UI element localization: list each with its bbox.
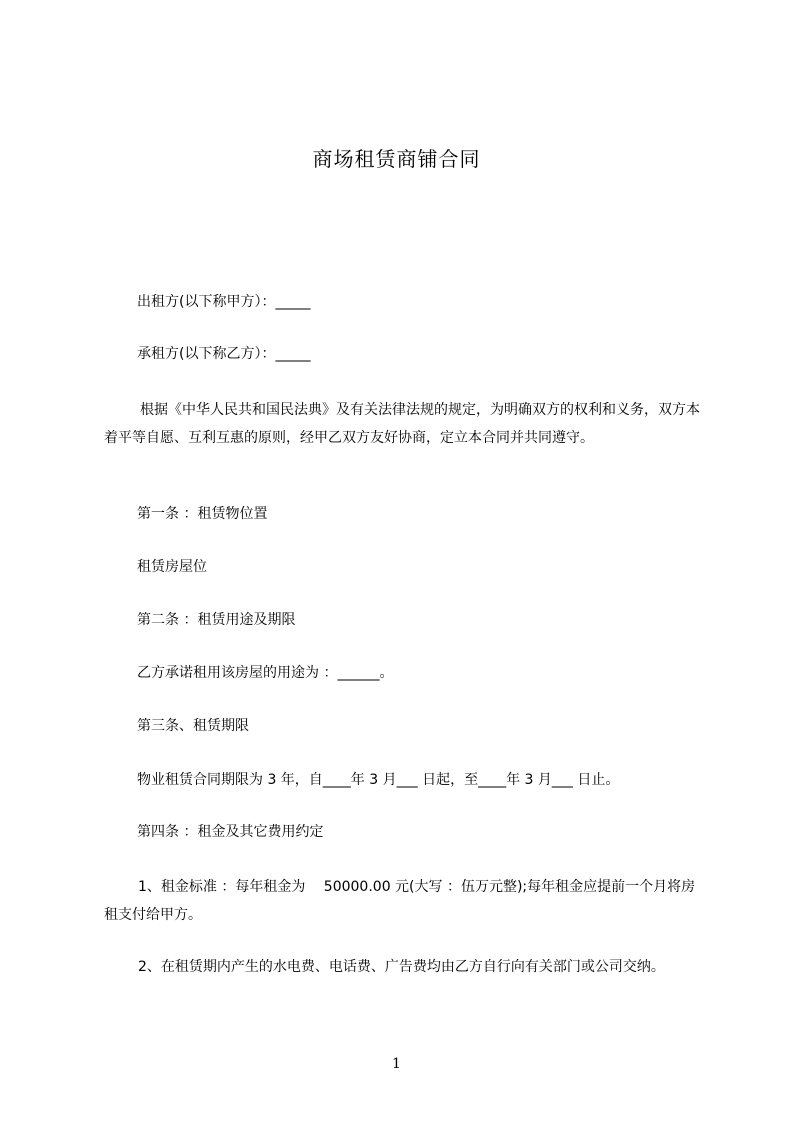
article-1-text: 租赁房屋位 (137, 559, 207, 575)
article-1-heading: 第一条 ：租赁物位置 (137, 506, 268, 522)
article-4-heading: 第四条 ：租金及其它费用约定 (137, 824, 324, 840)
article-2-text: 乙方承诺租用该房屋的用途为 ：______。 (137, 665, 394, 681)
lessor-line: 出租方(以下称甲方）：_____ (137, 294, 311, 310)
lessee-line: 承租方(以下称乙方）：_____ (137, 346, 311, 362)
article-3-text: 物业租赁合同期限为 3 年，自____年 3 月___ 日起，至____年 3 月___ 日止。 (137, 772, 620, 788)
article-3-heading: 第三条、租赁期限 (137, 718, 249, 734)
article-4-item-2: 2、在租赁期内产生的水电费、电话费、广告费均由乙方自行向有关部门或公司交纳。 (138, 959, 665, 975)
preamble-paragraph: 根据《中华人民共和国民法典》及有关法律法规的规定，为明确双方的权利和义务，双方本着平等自愿、互利互惠的原则，经甲乙双方友好协商，定立本合同并共同遵守。 (104, 402, 700, 446)
document-title: 商场租赁商铺合同 (312, 147, 481, 171)
article-4-item-1: 1、租金标准 ：每年租金为 50000.00 元(大写 ：伍万元整);每年租金应提前一个月将房租支付给甲方。 (104, 879, 696, 923)
page-number: 1 (392, 1056, 401, 1072)
article-2-heading: 第二条 ：租赁用途及期限 (137, 612, 296, 628)
